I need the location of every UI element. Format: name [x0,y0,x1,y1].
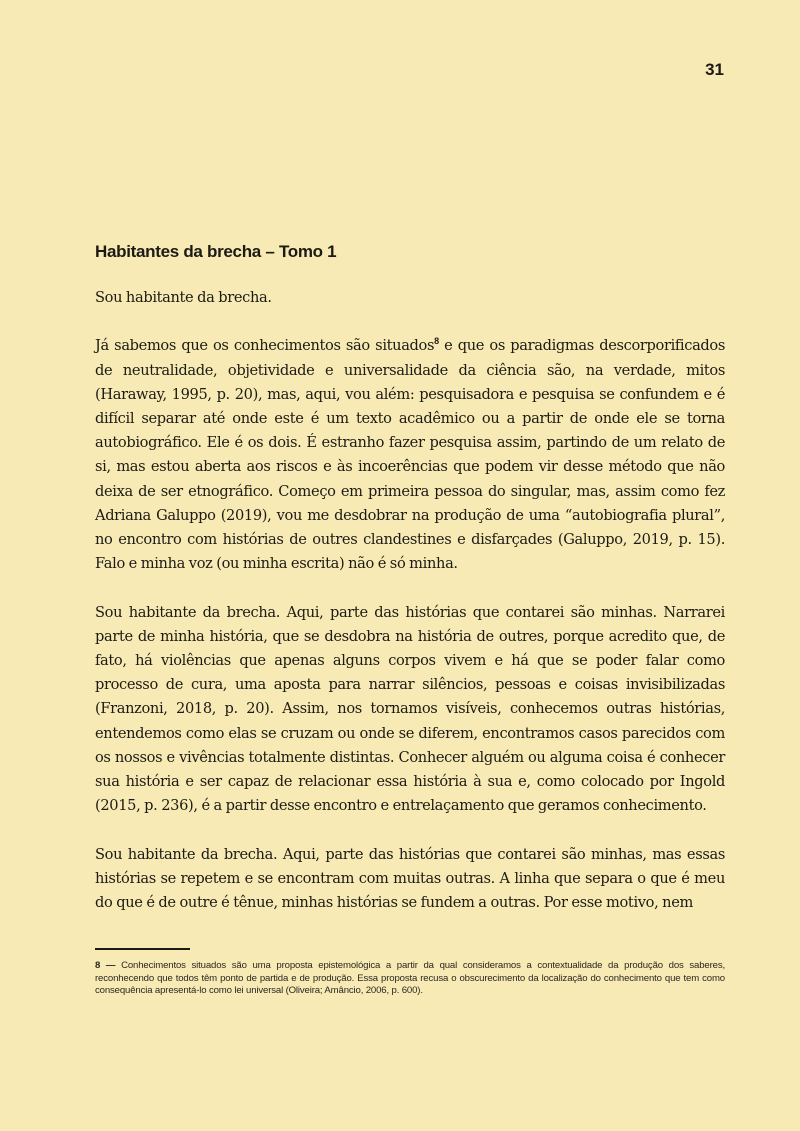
paragraph-1: Sou habitante da brecha. [95,289,272,306]
body-text [95,286,725,939]
paragraph-2 [95,334,725,576]
footnote-reference[interactable]: 8 [434,336,439,347]
footnote-text: Conhecimentos situados são uma proposta epistemológica a partir da qual consideramos a contextualidade da produção dos saberes, reconhecendo que todos têm ponto de partida e de produção. Essa proposta recusa o obscurecimento da localização do conhecimento que tem como consequência apresentá-lo como lei universal (Oliveira; Amâncio, 2006, p. 600). [95,960,725,997]
paragraph-2-rest: e que os paradigmas descorporificados de neutralidade, objetividade e universalidade da ciência são, na verdade, mitos (Haraway, 1995, p. 20), mas, aqui, vou além: pesquisadora e pesquisa se confundem e é difícil separar até onde este é um texto acadêmico ou a partir de onde ele se torna autobiográfico. Ele é os dois. É estranho fazer pesquisa assim, partindo de um relato de si, mas estou aberta aos riscos e às incoerências que podem vir desse método que não deixa de ser etnográfico. Começo em primeira pessoa do singular, mas, assim como fez Adriana Galuppo (2019), vou me desdobrar na produção de uma “autobiografia plural”, no encontro com histórias de outres clandestines e disfarçades (Galuppo, 2019, p. 15). Falo e minha voz (ou minha escrita) não é só minha. [95,337,725,573]
footnote-divider [95,948,190,950]
footnote [95,960,725,998]
page-number: 31 [705,60,724,79]
footnote-marker: 8 — [95,960,116,971]
section-title: Habitantes da brecha – Tomo 1 [95,242,337,261]
paragraph-3: Sou habitante da brecha. Aqui, parte das histórias que contarei são minhas. Narrarei parte de minha história, que se desdobra na história de outres, porque acredito que, de fato, há violências que apenas alguns corpos vivem e há que se poder falar como processo de cura, uma aposta para narrar silêncios, pessoas e coisas invisibilizadas (Franzoni, 2018, p. 20). Assim, nos tornamos visíveis, conhecemos outras histórias, entendemos como elas se cruzam ou onde se diferem, encontramos casos parecidos com os nossos e vivências totalmente distintas. Conhecer alguém ou alguma coisa é conhecer sua história e ser capaz de relacionar essa história à sua e, como colocado por Ingold (2015, p. 236), é a partir desse encontro e entrelaçamento que geramos conhecimento. [95,603,725,815]
paragraph-2-start: Já sabemos que os conhecimentos são situados [95,337,435,355]
paragraph-4: Sou habitante da brecha. Aqui, parte das histórias que contarei são minhas, mas essas histórias se repetem e se encontram com muitas outras. A linha que separa o que é meu do que é de outre é tênue, minhas histórias se fundem a outras. Por esse motivo, nem [95,845,725,912]
